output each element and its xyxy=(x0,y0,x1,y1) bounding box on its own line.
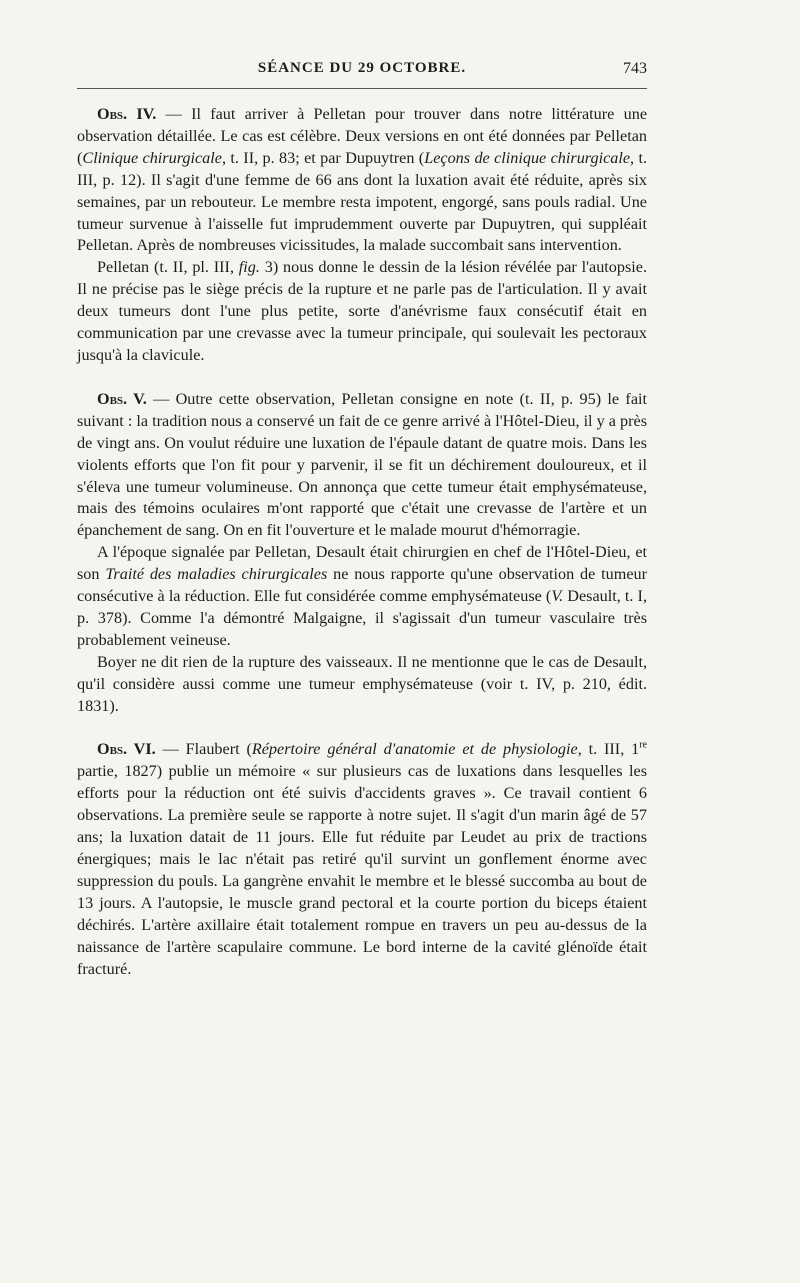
observation-label: Obs. VI. xyxy=(97,740,156,759)
text-run: ne nous rapporte qu'une observation de tumeur consécutive à la réduction. Elle fut considérée comme emphysémateuse ( xyxy=(77,565,648,606)
italic-title: Clinique chirurgicale xyxy=(82,148,222,167)
text-run: — Outre cette observation, Pelletan consigne en note (t. II, p. 95) le fait suivant : la tradition nous a conservé un fait de ce genre arrivé à l'Hôtel-Dieu, il y a près de vingt ans. On voulut réduire une luxation de l'épaule datant de quatre mois. Dans les violents efforts que l'on fit pour y parvenir, il se fit un déchirement douloureux, et il s'éleva une tumeur volumineuse. On annonça que cette tumeur était emphysémateuse, mais des témoins oculaires m'ont rapporté que c'était une crevasse de l'artère et un épanchement de sang. On en fit l'ouverture et le malade mourut d'hémorragie. xyxy=(77,389,648,540)
paragraph xyxy=(77,542,647,652)
observation-label: Obs. IV. xyxy=(97,105,157,123)
running-title: SÉANCE DU 29 OCTOBRE. xyxy=(257,60,467,76)
text-run: — Flaubert ( xyxy=(155,740,252,759)
observation-iv xyxy=(77,104,647,367)
paragraph xyxy=(77,257,647,367)
text-run: Boyer ne dit rien de la rupture des vaisseaux. Il ne mentionne que le cas de Desault, qu'il considère aussi comme une tumeur emphysémateuse (voir t. IV, p. 210, édit. 1831). xyxy=(77,652,647,715)
text-run: Pelletan (t. II, pl. III, xyxy=(97,258,239,277)
page-header xyxy=(77,60,647,84)
paragraph xyxy=(77,739,647,980)
text-run: , t. III, 1 xyxy=(577,740,640,759)
paragraph xyxy=(77,104,647,257)
italic-title: Leçons de clinique chirurgicale xyxy=(424,148,631,167)
page-number: 743 xyxy=(623,60,647,77)
superscript: re xyxy=(639,740,647,752)
header-rule xyxy=(77,88,647,89)
text-run: — Il faut arriver à Pelletan pour trouver dans notre littérature une observation détaillée. Le cas est célèbre. Deux versions en ont été données par Pelletan ( xyxy=(77,105,647,167)
observation-v xyxy=(77,389,647,718)
text-run: 3) nous donne le dessin de la lésion révélée par l'autopsie. Il ne précise pas le siège précis de la rupture et ne parle pas de l'articulation. Il y avait deux tumeurs dont l'une plus petite, sorte d'anévrisme faux consécutif était en communication par une crevasse avec la tumeur principale, qui soulevait les pectoraux jusqu'à la clavicule. xyxy=(77,258,647,364)
text-run: partie, 1827) publie un mémoire « sur plusieurs cas de luxations dans lesquelles les efforts pour la réduction ont été suivis d'accidents graves ». Ce travail contient 6 observations. La première seule se rapporte à notre sujet. Il s'agit d'un marin âgé de 57 ans; la luxation datait de 11 jours. Elle fut réduite par Leudet au prix de tractions énergiques; mais le lac n'était pas retiré qu'il survint un gonflement énorme avec suppression du pouls. La gangrène envahit le membre et le blessé succomba au bout de 13 jours. A l'autopsie, le muscle grand pectoral et la courte portion du biceps étaient déchirés. L'artère axillaire était totalement rompue en travers un peu au-dessus de la naissance de l'artère scapulaire commune. Le bord interne de la cavité glénoïde était fracturé. xyxy=(77,762,647,978)
text-run: A l'époque signalée par Pelletan, Desault était chirurgien en chef de l'Hôtel-Dieu, et son xyxy=(77,543,647,584)
observation-vi xyxy=(77,739,647,980)
italic-title: Répertoire général d'anatomie et de physiologie xyxy=(251,740,578,759)
italic-text: fig. xyxy=(238,258,260,277)
text-run: , t. II, p. 83; et par Dupuytren ( xyxy=(221,148,425,167)
observation-label: Obs. V. xyxy=(97,389,147,408)
paragraph xyxy=(77,652,647,718)
text-run: Desault, t. I, p. 378). Comme l'a démontré Malgaigne, il s'agissait d'un tumeur vasculaire très probablement veineuse. xyxy=(77,587,647,649)
italic-title: Traité des maladies chirurgicales xyxy=(105,565,328,584)
italic-text: V. xyxy=(551,587,564,606)
body-text xyxy=(77,104,647,1002)
paragraph xyxy=(77,389,647,542)
text-run: , t. III, p. 12). Il s'agit d'une femme de 66 ans dont la luxation avait été réduite, après six semaines, par un rebouteur. Le membre resta impotent, engorgé, sans pouls radial. Une tumeur survenue à l'aisselle fut imprudemment ouverte par Dupuytren, qui suppléait Pelletan. Après de nombreuses vicissitudes, la malade succombait sans intervention. xyxy=(77,148,648,255)
